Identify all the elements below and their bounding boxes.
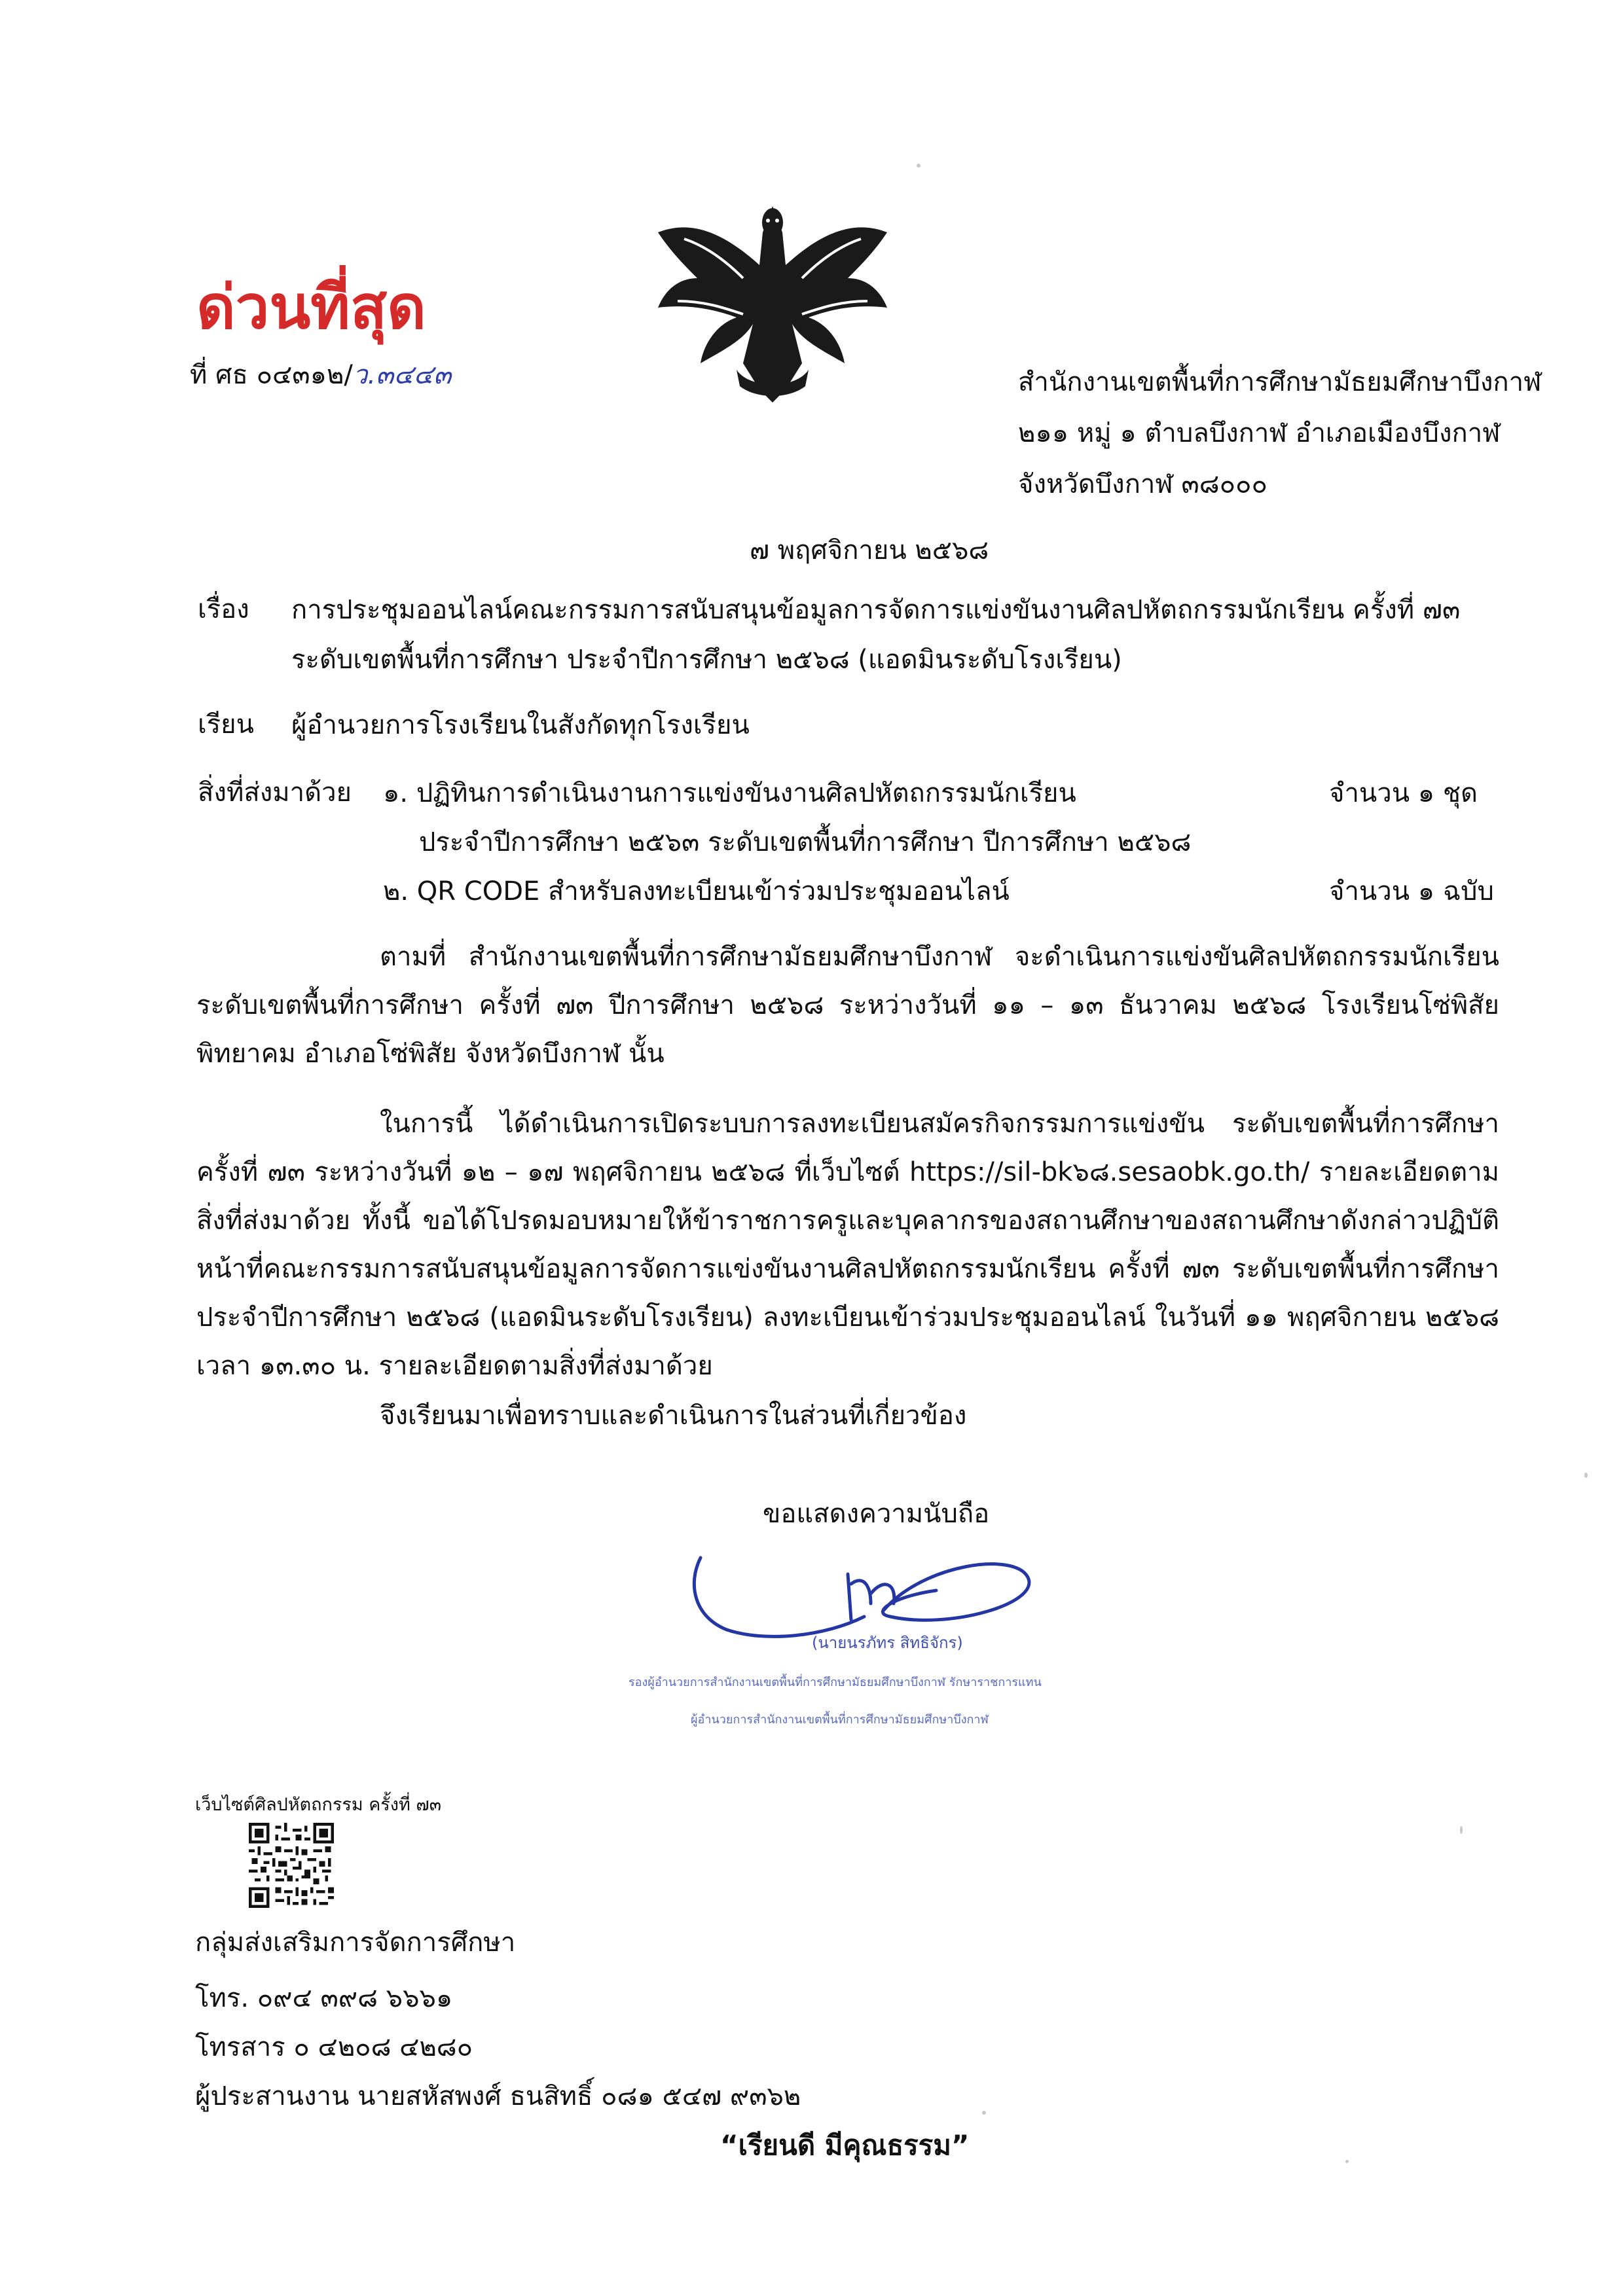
subject-line-2: ระดับเขตพื้นที่การศึกษา ประจำปีการศึกษา ๒๕๖๘ (แอดมินระดับโรงเรียน) [291, 645, 1122, 675]
enclosures-label: สิ่งที่ส่งมาด้วย [198, 778, 352, 808]
footer-phone: โทร. ๐๙๔ ๓๙๘ ๖๖๖๑ [195, 1983, 453, 2013]
qr-code-icon[interactable] [249, 1823, 334, 1908]
enclosure-item-1-cont: ประจำปีการศึกษา ๒๕๖๓ ระดับเขตพื้นที่การศึกษา ปีการศึกษา ๒๕๖๘ [419, 827, 1192, 857]
letter-date: ๗ พฤศจิกายน ๒๕๖๘ [750, 535, 989, 565]
signatory-position-1: รองผู้อำนวยการสำนักงานเขตพื้นที่การศึกษามัธยมศึกษาบึงกาฬ รักษาราชการแทน [629, 1676, 1042, 1689]
subject-label: เรื่อง [198, 594, 249, 624]
scan-speck [917, 164, 921, 168]
recipient-label: เรียน [198, 709, 254, 740]
body-paragraph-1-text: ตามที่ สำนักงานเขตพื้นที่การศึกษามัธยมศึกษาบึงกาฬ จะดำเนินการแข่งขันศิลปหัตถกรรมนักเรียน ระดับเขตพื้นที่การศึกษา ครั้งที่ ๗๓ ปีการศึกษา ๒๕๖๘ ระหว่างวันที่ ๑๑ – ๑๓ ธันวาคม ๒๕๖๘ โรงเรียนโซ่พิสัยพิทยาคม อำเภอโซ่พิสัย จังหวัดบึงกาฬ นั้น [196, 942, 1499, 1069]
enclosure-item-1-quantity: จำนวน ๑ ชุด [1329, 778, 1478, 808]
enclosure-item-2: ๒. QR CODE สำหรับลงทะเบียนเข้าร่วมประชุมออนไลน์ [383, 876, 1010, 906]
scan-speck [1345, 2160, 1349, 2163]
sender-address [1018, 357, 1541, 510]
scan-speck [982, 2111, 986, 2115]
body-paragraph-2 [196, 1100, 1499, 1390]
scan-speck [1584, 1473, 1588, 1478]
footer-department: กลุ่มส่งเสริมการจัดการศึกษา [195, 1928, 516, 1958]
subject-line-1: การประชุมออนไลน์คณะกรรมการสนับสนุนข้อมูลการจัดการแข่งขันงานศิลปหัตถกรรมนักเรียน ครั้งที่ ๗๓ [291, 595, 1461, 625]
signatory-name: (นายนรภัทร สิทธิจักร) [812, 1634, 963, 1652]
document-number-prefix: ที่ ศธ ๐๔๓๑๒/ [190, 360, 353, 390]
respect-line: ขอแสดงความนับถือ [763, 1499, 990, 1529]
garuda-emblem-icon [645, 193, 900, 409]
signatory-position-2: ผู้อำนวยการสำนักงานเขตพื้นที่การศึกษามัธยมศึกษาบึงกาฬ [691, 1713, 989, 1727]
enclosure-item-2-quantity: จำนวน ๑ ฉบับ [1329, 876, 1494, 906]
footer-slogan: “เรียนดี มีคุณธรรม” [720, 2129, 970, 2161]
address-line: จังหวัดบึงกาฬ ๓๘๐๐๐ [1018, 469, 1267, 499]
address-line: ๒๑๑ หมู่ ๑ ตำบลบึงกาฬ อำเภอเมืองบึงกาฬ [1018, 418, 1501, 448]
body-paragraph-1 [196, 933, 1499, 1078]
footer-coordinator: ผู้ประสานงาน นายสหัสพงศ์ ธนสิทธิ์ ๐๘๑ ๕๔๗ ๙๓๖๒ [195, 2081, 801, 2111]
document-number [190, 353, 451, 395]
recipient-value: ผู้อำนวยการโรงเรียนในสังกัดทุกโรงเรียน [291, 710, 750, 740]
qr-caption: เว็บไซต์ศิลปหัตถกรรม ครั้งที่ ๗๓ [195, 1795, 442, 1815]
enclosure-item-1: ๑. ปฏิทินการดำเนินงานการแข่งขันงานศิลปหัตถกรรมนักเรียน [383, 778, 1076, 808]
urgency-stamp: ด่วนที่สุด [196, 272, 426, 342]
document-number-handwritten: ว.๓๔๔๓ [352, 360, 452, 390]
footer-fax: โทรสาร ๐ ๔๒๐๘ ๔๒๘๐ [195, 2032, 473, 2062]
closing-sentence: จึงเรียนมาเพื่อทราบและดำเนินการในส่วนที่เกี่ยวข้อง [380, 1401, 967, 1431]
body-paragraph-2-text: ในการนี้ ได้ดำเนินการเปิดระบบการลงทะเบียนสมัครกิจกรรมการแข่งขัน ระดับเขตพื้นที่การศึกษา ครั้งที่ ๗๓ ระหว่างวันที่ ๑๒ – ๑๗ พฤศจิกายน ๒๕๖๘ ที่เว็บไซต์ https://sil-bk๖๘.sesaobk.go.th/ รายละเอียดตามสิ่งที่ส่งมาด้วย ทั้งนี้ ขอได้โปรดมอบหมายให้ข้าราชการครูและบุคลากรของสถานศึกษาของสถานศึกษาดังกล่าวปฏิบัติหน้าที่คณะกรรมการสนับสนุนข้อมูลการจัดการแข่งขันงานศิลปหัตถกรรมนักเรียน ครั้งที่ ๗๓ ระดับเขตพื้นที่การศึกษา ประจำปีการศึกษา ๒๕๖๘ (แอดมินระดับโรงเรียน) ลงทะเบียนเข้าร่วมประชุมออนไลน์ ในวันที่ ๑๑ พฤศจิกายน ๒๕๖๘ เวลา ๑๓.๓๐ น. รายละเอียดตามสิ่งที่ส่งมาด้วย [196, 1109, 1499, 1381]
address-line: สำนักงานเขตพื้นที่การศึกษามัธยมศึกษาบึงกาฬ [1018, 367, 1542, 397]
scan-speck [1460, 1826, 1463, 1834]
